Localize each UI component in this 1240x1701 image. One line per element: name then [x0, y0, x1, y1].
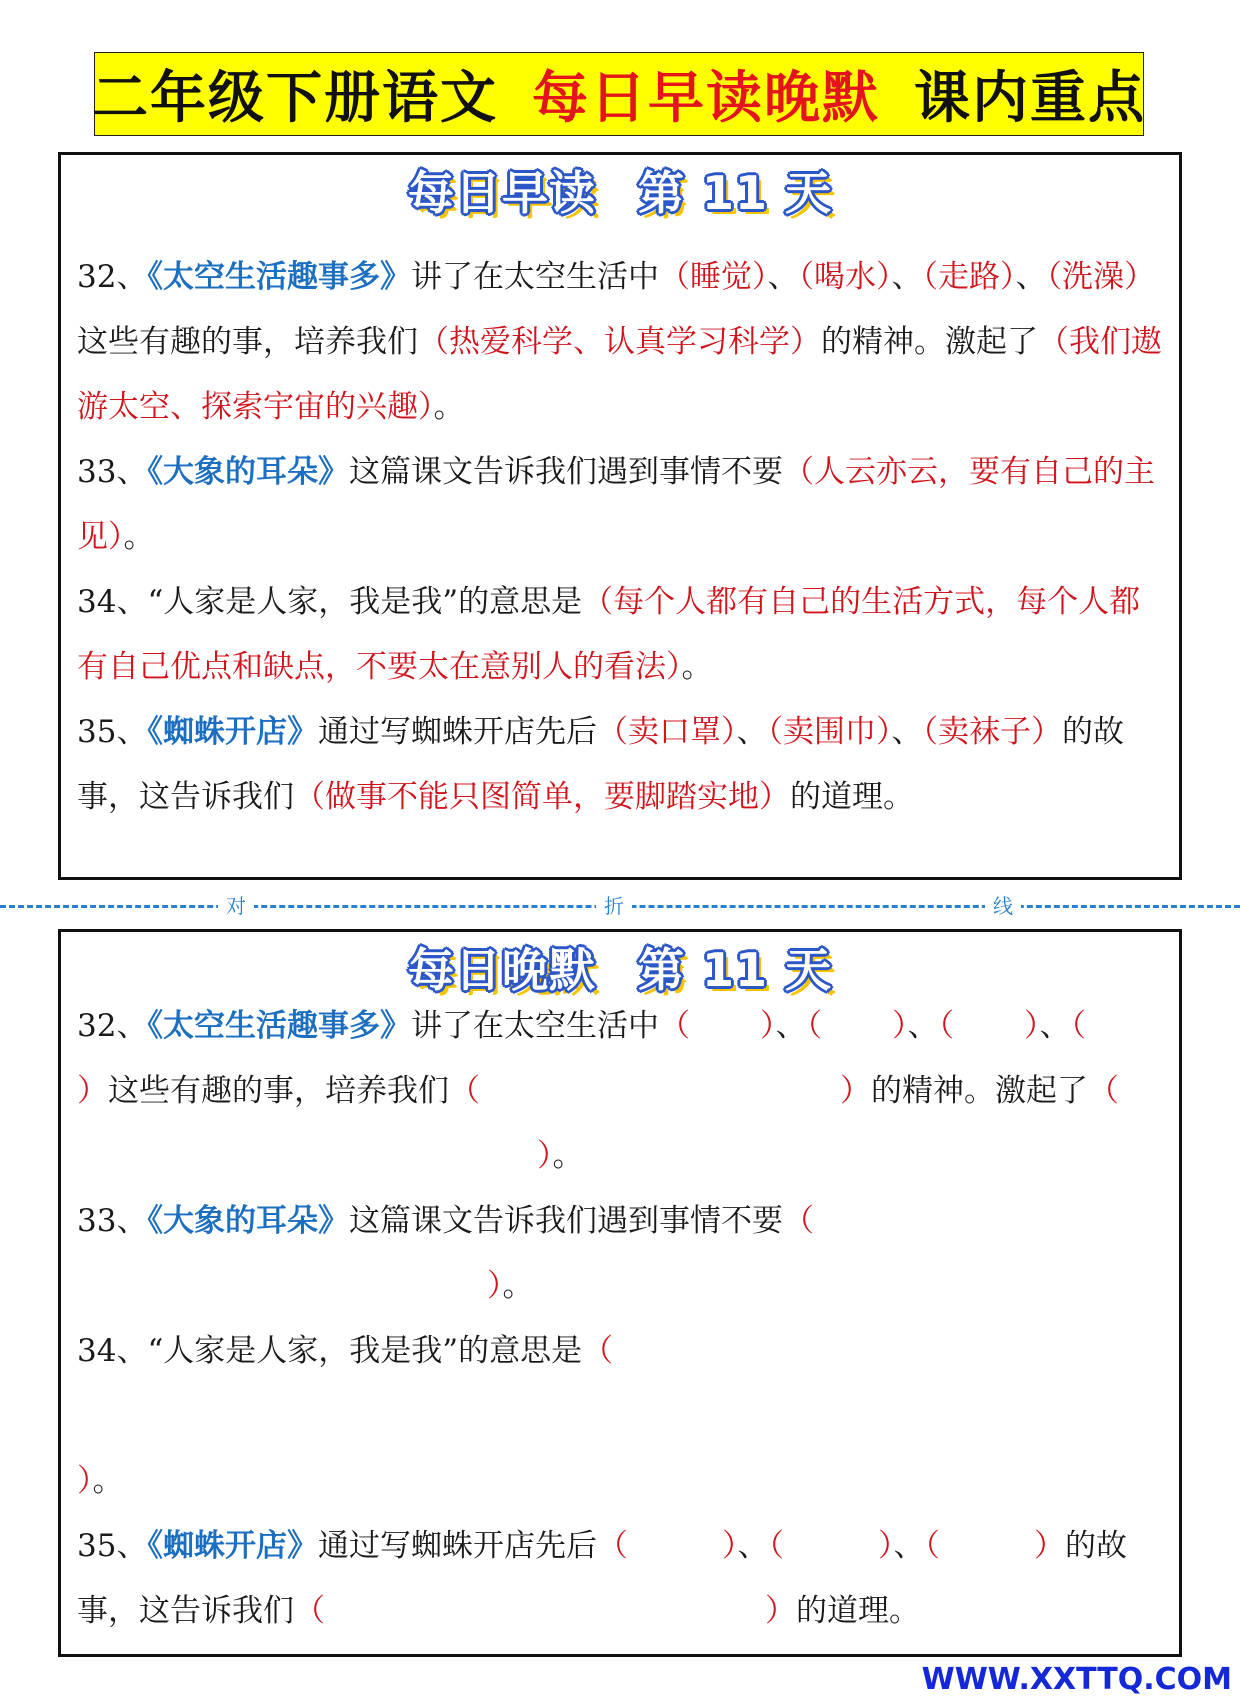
- bracket: （: [449, 1073, 480, 1109]
- bracket: （: [922, 714, 938, 750]
- bracket: （: [658, 259, 690, 295]
- bracket: （: [924, 1528, 940, 1564]
- morning-reading-panel: [58, 152, 1182, 880]
- title-part-focus: 课内重点: [914, 66, 1146, 131]
- bracket: ）: [1123, 259, 1155, 295]
- bracket: ）: [759, 1008, 776, 1044]
- bracket: （: [582, 1333, 614, 1369]
- bracket: ）: [77, 1463, 93, 1499]
- bracket: ）: [487, 1268, 503, 1304]
- question-34-blank: [77, 1319, 1165, 1514]
- question-text: “人家是人家，我是我”的意思是: [147, 1333, 583, 1369]
- footer-url[interactable]: WWW.XXTTQ.COM: [921, 1662, 1232, 1697]
- question-text: 的精神。激起了: [871, 1073, 1088, 1109]
- bracket: ）: [875, 259, 892, 295]
- separator: 、: [775, 1008, 807, 1044]
- question-number: 35、: [77, 1528, 148, 1564]
- bracket: （: [596, 714, 628, 750]
- answer: 热爱科学、认真学习科学: [449, 324, 790, 360]
- morning-banner: [61, 161, 1179, 225]
- answer: 每个人都有自己的生活方式，每个人都有自己优点和缺点，不要太在意别人的看法: [77, 584, 1141, 685]
- separator: 、: [1039, 1008, 1071, 1044]
- bracket: （: [768, 1528, 784, 1564]
- bracket: ）: [666, 649, 682, 685]
- book-title: 《大象的耳朵》: [147, 1203, 349, 1239]
- question-text: 的道理。: [790, 779, 914, 815]
- morning-banner-day: 第 11 天: [637, 166, 833, 220]
- bracket: ）: [1030, 714, 1062, 750]
- separator: 、: [1015, 259, 1047, 295]
- bracket: （: [798, 259, 814, 295]
- answer: 人云亦云，要有自己的主见: [77, 454, 1155, 555]
- bracket: ）: [77, 1073, 108, 1109]
- question-text: “人家是人家，我是我”的意思是: [147, 584, 583, 620]
- book-title: 《太空生活趣事多》: [147, 259, 411, 295]
- question-number: 33、: [77, 1203, 148, 1239]
- morning-content: [77, 245, 1165, 830]
- answer: 做事不能只图简单，要脚踏实地: [325, 779, 759, 815]
- question-32: [77, 245, 1165, 440]
- bracket: （: [294, 1593, 325, 1629]
- bracket: ）: [751, 259, 768, 295]
- fold-char-3: 线: [985, 894, 1021, 918]
- bracket: （: [806, 1008, 822, 1044]
- bracket: （: [658, 1008, 690, 1044]
- bracket: ）: [840, 1073, 871, 1109]
- bracket: ）: [790, 324, 821, 360]
- page-title: [94, 52, 1144, 136]
- separator: 、: [907, 1008, 939, 1044]
- question-number: 35、: [77, 714, 148, 750]
- bracket: ）: [999, 259, 1016, 295]
- punctuation: 。: [502, 1268, 534, 1304]
- question-text: 这篇课文告诉我们遇到事情不要: [348, 454, 783, 490]
- fold-line: [0, 894, 1240, 918]
- bracket: ）: [108, 519, 124, 555]
- bracket: （: [1038, 324, 1069, 360]
- answer: 卖口罩: [627, 714, 721, 750]
- title-part-grade: 二年级下册语文: [92, 66, 498, 131]
- bracket: ）: [875, 714, 892, 750]
- separator: 、: [891, 714, 923, 750]
- separator: 、: [737, 1528, 769, 1564]
- question-35-blank: [77, 1514, 1165, 1644]
- bracket: （: [782, 454, 814, 490]
- bracket: ）: [1023, 1008, 1040, 1044]
- question-34: [77, 570, 1165, 700]
- evening-banner-day: 第 11 天: [637, 943, 833, 997]
- bracket: （: [1088, 1073, 1119, 1109]
- bracket: ）: [1033, 1528, 1065, 1564]
- question-number: 34、: [77, 584, 148, 620]
- book-title: 《蜘蛛开店》: [147, 714, 318, 750]
- answer: 卖围巾: [782, 714, 876, 750]
- morning-banner-label: 每日早读: [407, 166, 596, 220]
- answer: 喝水: [813, 259, 876, 295]
- fold-char-2: 折: [596, 894, 632, 918]
- book-title: 《太空生活趣事多》: [147, 1008, 411, 1044]
- question-text: 通过写蜘蛛开店先后: [317, 1528, 597, 1564]
- answer: 睡觉: [689, 259, 752, 295]
- punctuation: 。: [552, 1138, 584, 1174]
- bracket: ）: [877, 1528, 894, 1564]
- fold-char-1: 对: [218, 894, 254, 918]
- punctuation: 。: [681, 649, 713, 685]
- question-text: 讲了在太空生活中: [410, 259, 659, 295]
- bracket: ）: [759, 779, 790, 815]
- evening-content: [77, 994, 1165, 1644]
- bracket: ）: [721, 1528, 738, 1564]
- question-text: 这些有趣的事，培养我们: [108, 1073, 449, 1109]
- question-text: 的精神。激起了: [821, 324, 1038, 360]
- book-title: 《蜘蛛开店》: [147, 1528, 318, 1564]
- separator: 、: [767, 259, 799, 295]
- bracket: （: [1070, 1008, 1086, 1044]
- separator: 、: [893, 1528, 925, 1564]
- separator: 、: [736, 714, 768, 750]
- question-text: 这篇课文告诉我们遇到事情不要: [348, 1203, 783, 1239]
- question-text: 通过写蜘蛛开店先后: [317, 714, 597, 750]
- question-number: 32、: [77, 1008, 148, 1044]
- bracket: （: [294, 779, 325, 815]
- question-text: 这些有趣的事，培养我们: [77, 324, 418, 360]
- punctuation: 。: [92, 1463, 124, 1499]
- bracket: （: [1046, 259, 1062, 295]
- title-part-routine: 每日早读晚默: [532, 66, 880, 131]
- question-text: 的道理。: [796, 1593, 920, 1629]
- question-text: 讲了在太空生活中: [410, 1008, 659, 1044]
- answer: 我们遨游太空、探索宇宙的兴趣: [77, 324, 1162, 425]
- evening-banner-label: 每日晚默: [407, 943, 596, 997]
- bracket: （: [582, 584, 614, 620]
- bracket: ）: [891, 1008, 908, 1044]
- question-number: 33、: [77, 454, 148, 490]
- punctuation: 。: [433, 389, 465, 425]
- bracket: ）: [418, 389, 434, 425]
- answer: 卖袜子: [937, 714, 1031, 750]
- question-33: [77, 440, 1165, 570]
- bracket: ）: [765, 1593, 796, 1629]
- bracket: （: [922, 259, 938, 295]
- question-text: 的故事，这告诉我们: [77, 1528, 1127, 1629]
- bracket: （: [418, 324, 449, 360]
- separator: 、: [891, 259, 923, 295]
- question-text: 的故事，这告诉我们: [77, 714, 1124, 815]
- question-33-blank: [77, 1189, 1165, 1319]
- book-title: 《大象的耳朵》: [147, 454, 349, 490]
- bracket: （: [767, 714, 783, 750]
- bracket: ）: [720, 714, 737, 750]
- answer: 走路: [937, 259, 1000, 295]
- question-number: 32、: [77, 259, 148, 295]
- punctuation: 。: [123, 519, 155, 555]
- bracket: （: [938, 1008, 954, 1044]
- answer: 洗澡: [1061, 259, 1124, 295]
- question-number: 34、: [77, 1333, 148, 1369]
- evening-banner: [61, 938, 1179, 1002]
- question-35: [77, 700, 1165, 830]
- bracket: ）: [537, 1138, 553, 1174]
- question-32-blank: [77, 994, 1165, 1189]
- evening-dictation-panel: [58, 929, 1182, 1657]
- bracket: （: [596, 1528, 628, 1564]
- bracket: （: [782, 1203, 814, 1239]
